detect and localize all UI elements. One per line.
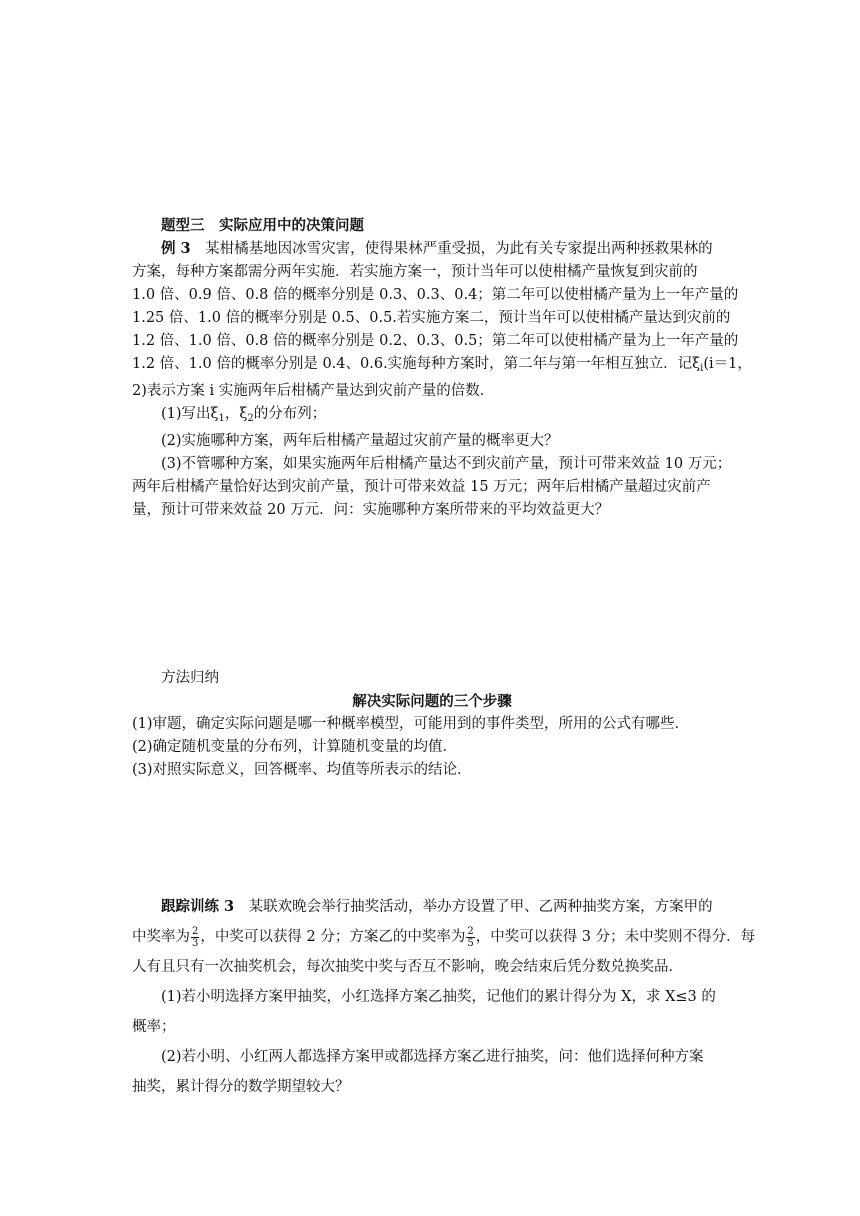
- question-2: (2)实施哪种方案，两年后柑橘产量超过灾前产量的概率更大？: [161, 433, 559, 449]
- fraction-two-thirds: $\frac{2}{3}$: [192, 925, 199, 949]
- training-exercise: [132, 892, 756, 1102]
- section-3: [132, 214, 752, 522]
- training-q2-line-2: 抽奖，累计得分的数学期望较大？: [132, 1079, 350, 1095]
- problem-line-4: 1.25 倍、1.0 倍的概率分别是 0.5、0.5.若实施方案二，预计当年可以使柑橘产量达到灾前的: [132, 310, 731, 326]
- training-q1-line-2: 概率；: [132, 1019, 176, 1035]
- question-3-line-2: 两年后柑橘产量恰好达到灾前产量，预计可带来效益 15 万元；两年后柑橘产量超过灾前产: [132, 479, 711, 495]
- question-1: (1)写出$\xi_1$，$\xi_2$的分布列；: [161, 406, 327, 424]
- training-q2-line-1: (2)若小明、小红两人都选择方案甲或都选择方案乙进行抽奖，问：他们选择何种方案: [161, 1049, 704, 1065]
- method-step-2: (2)确定随机变量的分布列，计算随机变量的均值．: [132, 739, 458, 755]
- problem-line-5: 1.2 倍、1.0 倍、0.8 倍的概率分别是 0.2、0.3、0.5；第二年可以使柑橘产量为上一年产量的: [132, 333, 739, 349]
- problem-line-1: 例 3 某柑橘基地因冰雪灾害，使得果林严重受损，为此有关专家提出两种拯救果林的: [161, 240, 713, 257]
- training-label: 跟踪训练 3: [161, 898, 235, 915]
- method-summary: [132, 667, 732, 782]
- example-label: 例 3: [161, 240, 191, 257]
- training-line-3: 人有且只有一次抽奖机会，每次抽奖中奖与否互不影响，晚会结束后凭分数兑换奖品．: [132, 959, 683, 975]
- method-step-3: (3)对照实际意义，回答概率、均值等所表示的结论．: [132, 762, 472, 778]
- problem-line-7: 2)表示方案 i 实施两年后柑橘产量达到灾前产量的倍数．: [132, 383, 495, 399]
- method-step-1: (1)审题，确定实际问题是哪一种概率模型，可能用到的事件类型，所用的公式有哪些．: [132, 716, 690, 732]
- question-3-line-1: (3)不管哪种方案，如果实施两年后柑橘产量达不到灾前产量，预计可带来效益 10 万元；: [161, 456, 732, 472]
- section-heading: 题型三 实际应用中的决策问题: [161, 217, 364, 234]
- method-label: 方法归纳: [161, 670, 219, 686]
- training-line-2: 中奖率为 $\frac{2}{3}$ ，中奖可以获得 2 分；方案乙的中奖率为 $\frac{2}{5}$ ，中奖可以获得 3 分；未中奖则不得分．每: [132, 925, 756, 949]
- problem-line-2: 方案，每种方案都需分两年实施．若实施方案一，预计当年可以使柑橘产量恢复到灾前的: [132, 264, 698, 280]
- question-3-line-3: 量，预计可带来效益 20 万元．问：实施哪种方案所带来的平均效益更大？: [132, 502, 610, 518]
- problem-line-6: 1.2 倍、1.0 倍的概率分别是 0.4、0.6.实施每种方案时，第二年与第一年相互独立．记$\xi_i(i=1$，: [132, 356, 752, 374]
- method-title: 解决实际问题的三个步骤: [352, 693, 512, 710]
- problem-line-3: 1.0 倍、0.9 倍、0.8 倍的概率分别是 0.3、0.3、0.4；第二年可以使柑橘产量为上一年产量的: [132, 287, 739, 303]
- training-line-1: 跟踪训练 3 某联欢晚会举行抽奖活动，举办方设置了甲、乙两种抽奖方案，方案甲的: [161, 898, 713, 915]
- fraction-two-fifths: $\frac{2}{5}$: [467, 925, 474, 949]
- training-q1-line-1: (1)若小明选择方案甲抽奖，小红选择方案乙抽奖，记他们的累计得分为 X，求 X≤3 的: [161, 989, 716, 1005]
